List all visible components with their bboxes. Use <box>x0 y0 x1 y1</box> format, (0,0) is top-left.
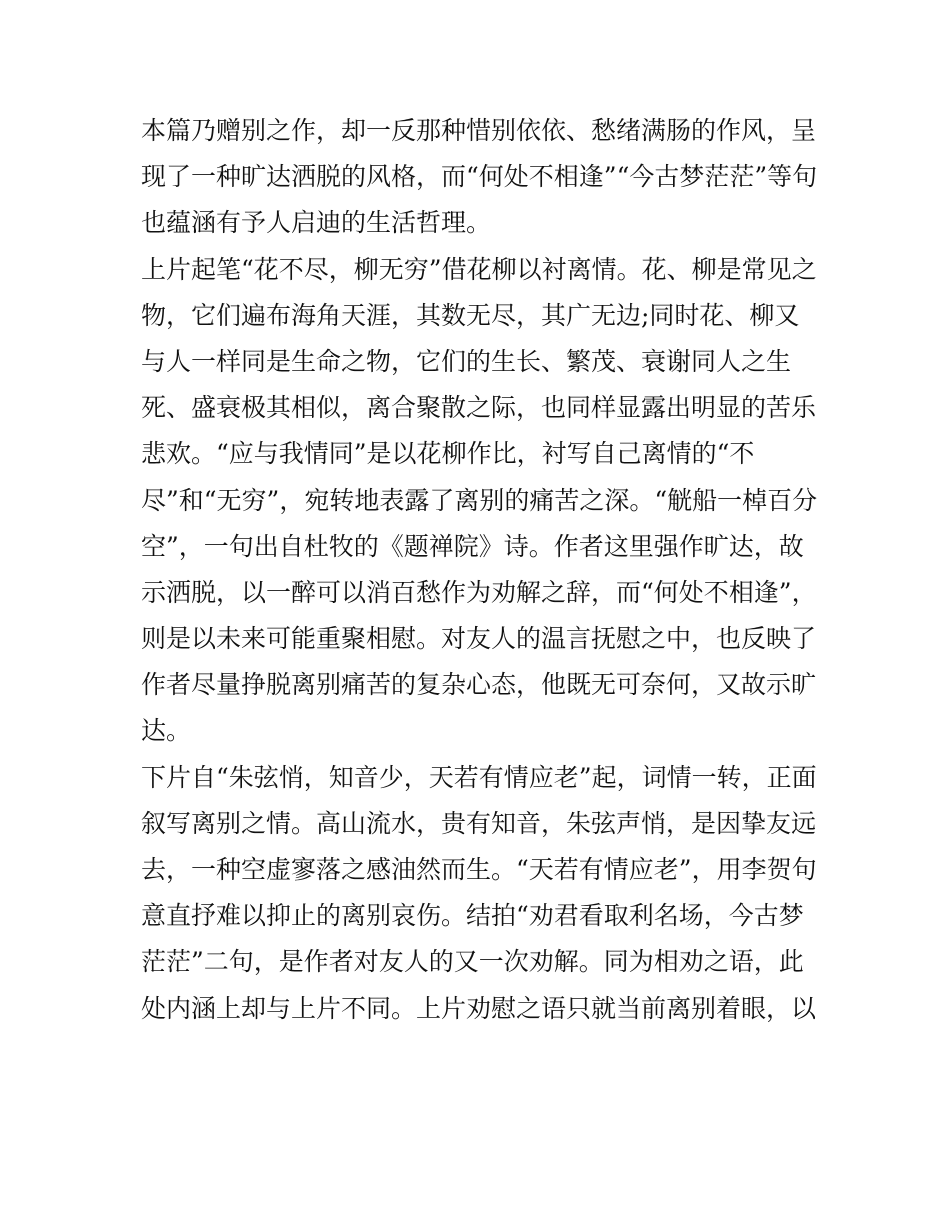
text-line-10: 空”，一句出自杜牧的《题禅院》诗。作者这里强作旷达，故 <box>141 531 804 561</box>
text-line-4: 上片起笔“花不尽，柳无穷”借花柳以衬离情。花、柳是常见之 <box>141 254 817 284</box>
body-text <box>141 108 821 1032</box>
text-line-8: 悲欢。“应与我情同”是以花柳作比，衬写自己离情的“不 <box>141 439 755 469</box>
text-line-5: 物，它们遍布海角天涯，其数无尽，其广无边;同时花、柳又 <box>141 300 800 330</box>
text-line-6: 与人一样同是生命之物，它们的生长、繁茂、衰谢同人之生 <box>141 346 792 376</box>
text-line-2: 现了一种旷达洒脱的风格，而“何处不相逢”“今古梦茫茫”等句 <box>141 162 818 192</box>
text-line-15: 下片自“朱弦悄，知音少，天若有情应老”起，词情一转，正面 <box>141 762 817 792</box>
text-line-3: 也蕴涵有予人启迪的生活哲理。 <box>141 208 492 238</box>
text-line-7: 死、盛衰极其相似，离合聚散之际，也同样显露出明显的苦乐 <box>141 393 817 423</box>
text-line-18: 意直抒难以抑止的离别哀伤。结拍“劝君看取利名场，今古梦 <box>141 901 804 931</box>
text-line-16: 叙写离别之情。高山流水，贵有知音，朱弦声悄，是因挚友远 <box>141 808 817 838</box>
text-line-12: 则是以未来可能重聚相慰。对友人的温言抚慰之中，也反映了 <box>141 624 817 654</box>
text-line-17: 去，一种空虚寥落之感油然而生。“天若有情应老”，用李贺句 <box>141 855 817 884</box>
text-line-19: 茫茫”二句，是作者对友人的又一次劝解。同为相劝之语，此 <box>141 947 804 977</box>
text-line-20: 处内涵上却与上片不同。上片劝慰之语只就当前离别着眼，以 <box>141 993 817 1023</box>
text-line-14: 达。 <box>141 716 192 746</box>
text-line-11: 示洒脱，以一醉可以消百愁作为劝解之辞，而“何处不相逢”， <box>141 577 817 607</box>
text-line-1: 本篇乃赠别之作，却一反那种惜别依依、愁绪满肠的作风，呈 <box>141 116 817 145</box>
text-line-9: 尽”和“无穷”，宛转地表露了离别的痛苦之深。“觥船一棹百分 <box>141 485 818 515</box>
text-line-13: 作者尽量挣脱离别痛苦的复杂心态，他既无可奈何，又故示旷 <box>141 670 817 700</box>
